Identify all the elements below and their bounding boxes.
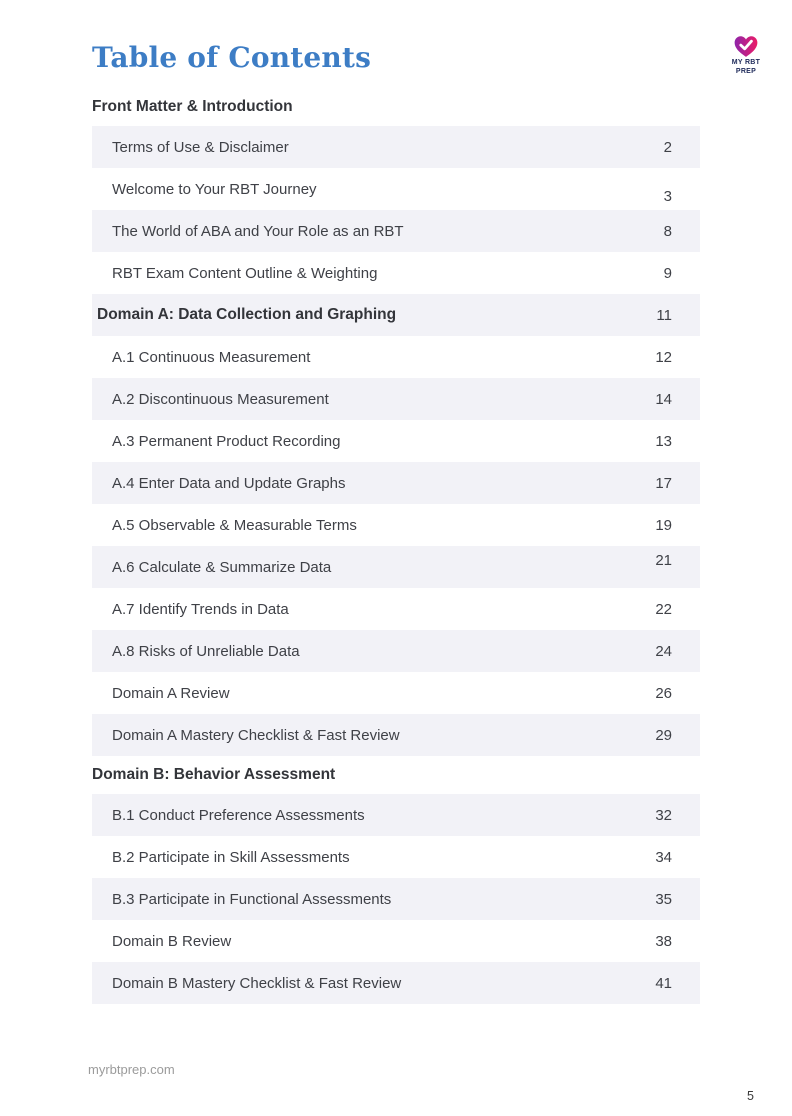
toc-entry-label: B.1 Conduct Preference Assessments — [112, 806, 365, 824]
toc-entry-page: 26 — [655, 684, 672, 702]
toc-entry-label: A.8 Risks of Unreliable Data — [112, 642, 300, 660]
toc-section-header-front-matter — [92, 88, 700, 126]
toc-entry-page: 12 — [655, 348, 672, 366]
toc-entry-page: 38 — [655, 932, 672, 950]
toc-row[interactable] — [92, 630, 700, 672]
toc-entry-page: 29 — [655, 726, 672, 744]
toc-entry-label: Domain A: Data Collection and Graphing — [97, 306, 397, 323]
toc-entry-page: 24 — [655, 642, 672, 660]
toc-entry-label: A.7 Identify Trends in Data — [112, 600, 289, 618]
footer-page-number: 5 — [747, 1089, 754, 1103]
toc-entry-page: 17 — [655, 474, 672, 492]
toc-row[interactable] — [92, 672, 700, 714]
toc-entry-label: Terms of Use & Disclaimer — [112, 138, 289, 156]
toc-entry-label: B.2 Participate in Skill Assessments — [112, 848, 350, 866]
toc-row[interactable] — [92, 920, 700, 962]
toc-entry-label: A.2 Discontinuous Measurement — [112, 390, 329, 408]
section-header-label: Front Matter & Introduction — [92, 98, 293, 115]
toc-section-header-domain-a[interactable] — [92, 294, 700, 336]
toc-row[interactable] — [92, 546, 700, 588]
toc-entry-page: 22 — [655, 600, 672, 618]
toc-entry-label: A.3 Permanent Product Recording — [112, 432, 341, 450]
heart-check-icon — [733, 34, 759, 58]
toc-entry-page: 11 — [656, 306, 672, 324]
toc-row[interactable] — [92, 336, 700, 378]
toc-entry-label: A.6 Calculate & Summarize Data — [112, 558, 332, 576]
toc-section-header-domain-b — [92, 756, 700, 794]
toc-row[interactable] — [92, 126, 700, 168]
logo-text-line2: PREP — [735, 67, 757, 75]
logo-text-line1: MY RBT — [731, 59, 761, 66]
toc-row[interactable] — [92, 714, 700, 756]
toc-row[interactable] — [92, 210, 700, 252]
toc-row[interactable] — [92, 420, 700, 462]
toc-entry-page: 8 — [663, 222, 672, 240]
toc-entry-page: 35 — [655, 890, 672, 908]
toc-entry-label: The World of ABA and Your Role as an RBT — [112, 222, 404, 240]
toc-row[interactable] — [92, 962, 700, 1004]
toc-list — [92, 126, 700, 756]
toc-entry-page: 14 — [655, 390, 672, 408]
page-title: Table of Contents — [92, 41, 372, 74]
toc-entry-label: RBT Exam Content Outline & Weighting — [112, 264, 378, 282]
toc-row[interactable] — [92, 588, 700, 630]
toc-entry-page: 41 — [655, 974, 672, 992]
toc-row[interactable] — [92, 878, 700, 920]
toc-entry-label: B.3 Participate in Functional Assessments — [112, 890, 392, 908]
toc-entry-label: A.1 Continuous Measurement — [112, 348, 311, 366]
footer-website-url: myrbtprep.com — [88, 1062, 175, 1077]
toc-row[interactable] — [92, 462, 700, 504]
toc-entry-label: Domain A Mastery Checklist & Fast Review — [112, 726, 400, 744]
toc-entry-page: 19 — [655, 516, 672, 534]
toc-row[interactable] — [92, 836, 700, 878]
toc-row[interactable] — [92, 378, 700, 420]
toc-row[interactable] — [92, 794, 700, 836]
toc-row[interactable] — [92, 504, 700, 546]
toc-list — [92, 794, 700, 1004]
toc-entry-label: Domain B Mastery Checklist & Fast Review — [112, 974, 402, 992]
toc-entry-page: 34 — [655, 848, 672, 866]
section-header-label: Domain B: Behavior Assessment — [92, 766, 336, 783]
toc-entry-page: 9 — [663, 264, 672, 282]
brand-logo — [722, 34, 770, 75]
toc-entry-label: A.4 Enter Data and Update Graphs — [112, 474, 346, 492]
toc-entry-page: 21 — [655, 551, 672, 569]
toc-row[interactable] — [92, 252, 700, 294]
toc-entry-label: Welcome to Your RBT Journey — [112, 180, 317, 198]
toc-entry-page: 13 — [655, 432, 672, 450]
toc-entry-label: A.5 Observable & Measurable Terms — [112, 516, 357, 534]
toc-entry-page: 3 — [663, 187, 672, 205]
toc-entry-page: 2 — [663, 138, 672, 156]
toc-entry-label: Domain A Review — [112, 684, 230, 702]
toc-row[interactable] — [92, 168, 700, 210]
toc-entry-page: 32 — [655, 806, 672, 824]
toc-entry-label: Domain B Review — [112, 932, 232, 950]
